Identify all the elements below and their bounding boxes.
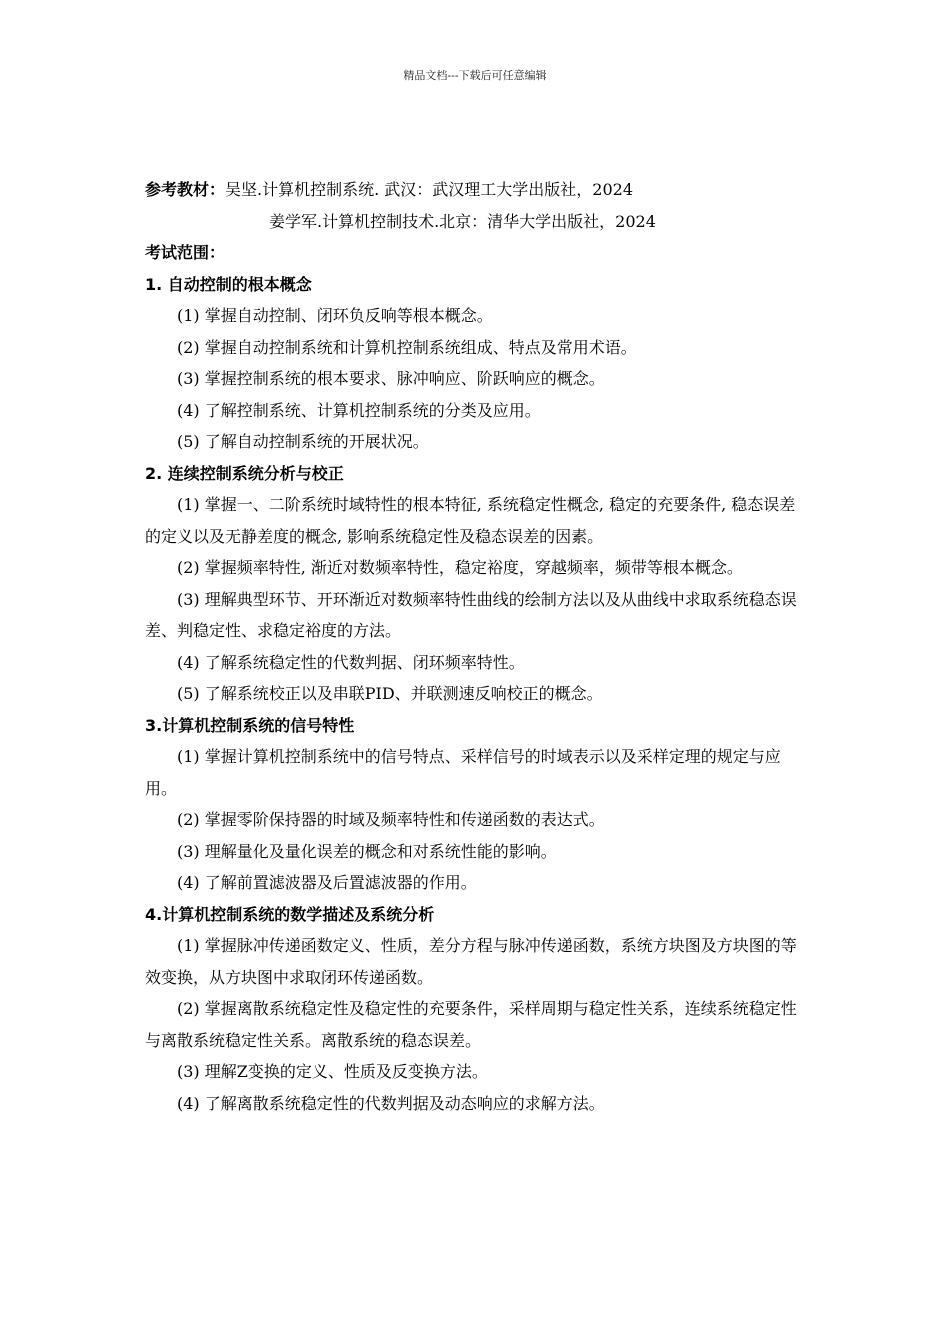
list-item: (1) 掌握计算机控制系统中的信号特点、采样信号的时域表示以及采样定理的规定与应用。: [145, 747, 781, 798]
page-header: 精品文档---下载后可任意编辑: [403, 69, 547, 82]
list-item: (3) 理解量化及量化误差的概念和对系统性能的影响。: [177, 841, 557, 861]
list-item: (2) 掌握自动控制系统和计算机控制系统组成、特点及常用术语。: [177, 337, 637, 357]
section-title: 2. 连续控制系统分析与校正: [145, 463, 344, 483]
section-title: 3.计算机控制系统的信号特性: [145, 715, 355, 735]
list-item: (4) 了解离散系统稳定性的代数判据及动态响应的求解方法。: [177, 1093, 605, 1113]
list-item: (2) 掌握离散系统稳定性及稳定性的充要条件，采样周期与稳定性关系，连续系统稳定性与离散系统稳定性关系。离散系统的稳态误差。: [145, 999, 797, 1050]
list-item: (1) 掌握一、二阶系统时域特性的根本特征, 系统稳定性概念, 稳定的充要条件, 稳态误差的定义以及无静差度的概念, 影响系统稳定性及稳态误差的因素。: [145, 495, 796, 546]
list-item: (5) 了解自动控制系统的开展状况。: [177, 432, 429, 451]
section: [145, 269, 805, 458]
document-body: [145, 174, 805, 1119]
reference-line-1: [145, 174, 805, 206]
list-item: (2) 掌握频率特性, 渐近对数频率特性，稳定裕度，穿越频率，频带等根本概念。: [177, 558, 743, 577]
section: [145, 899, 805, 1120]
list-item: (4) 了解前置滤波器及后置滤波器的作用。: [177, 873, 477, 892]
reference-1: 吴坚.计算机控制系统. 武汉：武汉理工大学出版社，2024: [225, 180, 633, 199]
list-item: (1) 掌握脉冲传递函数定义、性质，差分方程与脉冲传递函数，系统方块图及方块图的等效变换，从方块图中求取闭环传递函数。: [145, 936, 797, 987]
section-title: 4.计算机控制系统的数学描述及系统分析: [145, 904, 435, 924]
reference-2: 姜学军.计算机控制技术.北京：清华大学出版社，2024: [269, 211, 656, 231]
list-item: (3) 理解典型环节、开环渐近对数频率特性曲线的绘制方法以及从曲线中求取系统稳态误差、判稳定性、求稳定裕度的方法。: [145, 589, 797, 640]
section: [145, 458, 805, 710]
list-item: (3) 理解Z变换的定义、性质及反变换方法。: [177, 1062, 488, 1081]
scope-title: 考试范围：: [145, 243, 226, 262]
section-title: 1. 自动控制的根本概念: [145, 274, 312, 294]
reference-label: 参考教材：: [145, 180, 226, 199]
list-item: (5) 了解系统校正以及串联PID、并联测速反响校正的概念。: [177, 684, 603, 703]
list-item: (1) 掌握自动控制、闭环负反响等根本概念。: [177, 306, 493, 325]
list-item: (3) 掌握控制系统的根本要求、脉冲响应、阶跃响应的概念。: [177, 369, 605, 388]
list-item: (2) 掌握零阶保持器的时域及频率特性和传递函数的表达式。: [177, 810, 605, 829]
list-item: (4) 了解系统稳定性的代数判据、闭环频率特性。: [177, 652, 525, 672]
section: [145, 710, 805, 899]
list-item: (4) 了解控制系统、计算机控制系统的分类及应用。: [177, 400, 541, 420]
